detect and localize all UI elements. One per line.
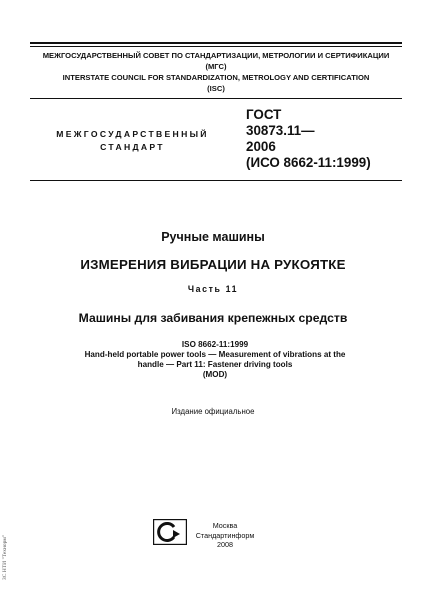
iso-number: ISO 8662-11:1999 [181,340,249,349]
publisher-year: 2008 [217,540,233,549]
title-part: Часть 11 [187,284,239,294]
publisher-block [195,521,255,550]
designation-bottom-rule [30,180,402,181]
top-rule-thin [30,46,402,47]
council-abbr-ru: (МГС) [205,62,227,71]
iso-reference: (ИСО 8662-11:1999) [246,155,371,170]
header-bottom-rule [30,98,402,99]
standartinform-logo-icon [153,519,187,545]
council-name-en: INTERSTATE COUNCIL FOR STANDARDIZATION, METROLOGY AND CERTIFICATION [62,73,370,82]
council-header [30,50,402,94]
title-subtitle: Машины для забивания крепежных средств [78,311,348,325]
side-watermark: ЗС НТИ "Технорм" [2,534,8,580]
iso-title-line2: handle — Part 11: Fastener driving tools [137,360,293,369]
gost-number: 30873.11— [246,123,315,138]
iso-mod: (MOD) [202,370,228,379]
edition-label: Издание официальное [171,407,255,416]
title-main: ИЗМЕРЕНИЯ ВИБРАЦИИ НА РУКОЯТКЕ [80,257,346,272]
standard-type-line1: МЕЖГОСУДАРСТВЕННЫЙ [56,129,209,139]
iso-title-block [30,340,400,380]
standard-designation [246,107,406,171]
council-abbr-en: (ISC) [207,84,225,93]
title-group: Ручные машины [161,230,265,244]
iso-title-line1: Hand-held portable power tools — Measurement of vibrations at the [84,350,346,359]
standard-type [30,128,235,154]
publisher-name: Стандартинформ [195,530,255,540]
gost-label: ГОСТ [246,107,282,122]
standard-type-line2: СТАНДАРТ [100,142,165,152]
publisher-city: Москва [212,521,238,530]
gost-year: 2006 [246,139,276,154]
top-rule-thick [30,42,402,44]
council-name-ru: МЕЖГОСУДАРСТВЕННЫЙ СОВЕТ ПО СТАНДАРТИЗАЦИИ, МЕТРОЛОГИИ И СЕРТИФИКАЦИИ [42,51,390,60]
